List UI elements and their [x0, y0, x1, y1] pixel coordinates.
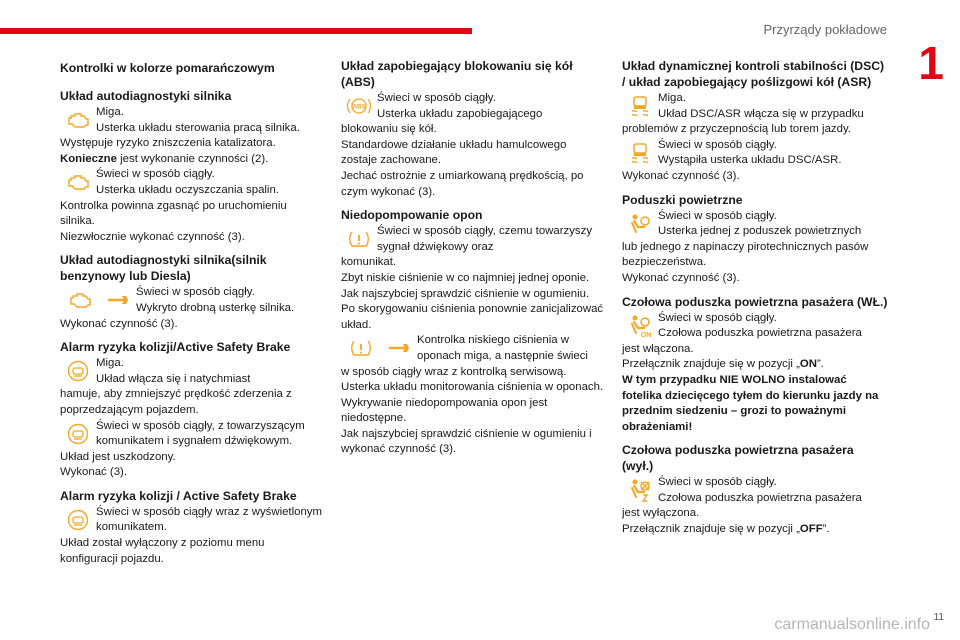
obd-steady-entry	[60, 167, 322, 198]
collision-alert-icon	[60, 505, 96, 535]
asb2-title: Alarm ryzyka kolizji / Active Safety Brake	[60, 488, 297, 503]
on-follow-2	[622, 357, 888, 373]
abs-title: Układ zapobiegający blokowaniu się kół (ABS)	[341, 59, 573, 89]
obd1-follow-1: Występuje ryzyko zniszczenia katalizatora.	[60, 137, 276, 150]
page-number: 11	[933, 612, 944, 623]
dsc-entry	[622, 91, 888, 122]
tpms-follow-1: komunikat.	[341, 256, 397, 269]
airbag-icon	[622, 209, 658, 239]
engine-icon	[68, 292, 92, 308]
diesel-line-2: Wykryto drobną usterkę silnika.	[136, 301, 295, 314]
asb1-line-1: Miga.	[96, 357, 124, 370]
tpms-line-1: Świeci w sposób ciągły, czemu towarzyszy sygnał dźwiękowy oraz	[377, 225, 593, 253]
off-follow-2-a: Przełącznik znajduje się w pozycji „	[622, 523, 800, 536]
dsc2-line-2: Wystąpiła usterka układu DSC/ASR.	[658, 154, 842, 167]
tpms-title: Niedopompowanie opon	[341, 208, 483, 223]
off-follow-2-b: OFF	[799, 523, 823, 536]
obd1-follow-2-text: jest wykonanie czynności (2).	[116, 152, 269, 165]
column-2	[341, 58, 604, 458]
obd-title: Układ autodiagnostyki silnika	[60, 89, 232, 103]
off-line-2: Czołowa poduszka powietrzna pasażera	[658, 491, 862, 504]
on-follow-2-b: ON	[799, 358, 817, 371]
off-follow-1: jest wyłączona.	[622, 507, 700, 520]
airbag-title: Poduszki powietrzne	[622, 192, 743, 207]
abs-follow-3: Jechać ostrożnie z umiarkowaną prędkością, po czym wykonać (3).	[341, 169, 584, 198]
obd1-line-1: Miga.	[96, 106, 124, 118]
dsc-line-2: Układ DSC/ASR włącza się w przypadku	[658, 107, 864, 120]
tpms-follow-3: Jak najszybciej sprawdzić ciśnienie w ogumieniu.	[341, 287, 590, 300]
collision-alert-icon	[60, 356, 96, 386]
abs-follow-1: blokowaniu się kół.	[341, 123, 437, 136]
skidding-car-icon	[622, 138, 658, 168]
asb1b-entry	[60, 419, 322, 450]
obd1-follow-2	[60, 152, 322, 168]
skidding-car-icon	[622, 91, 658, 121]
dsc2-entry	[622, 138, 888, 169]
tyre-pressure-icon	[341, 224, 377, 254]
off-follow-2	[622, 522, 888, 538]
column-1	[60, 58, 322, 567]
tpms2-follow-2: Usterka układu monitorowania ciśnienia w oponach.	[341, 381, 604, 394]
tpms2-follow-1: w sposób ciągły wraz z kontrolką serwisową.	[341, 365, 567, 378]
tpms-follow-4: Po skorygowaniu ciśnienia ponownie zanicjalizować układ.	[341, 303, 604, 331]
passenger-airbag-off-icon	[622, 475, 658, 505]
asb1-follow-1: hamuje, aby zmniejszyć prędkość zderzenia z poprzedzającym pojazdem.	[60, 388, 292, 416]
collision-alert-icon	[60, 419, 96, 449]
asb2-line-1: Świeci w sposób ciągły wraz z wyświetlonym komunikatem.	[96, 505, 322, 534]
obd2-follow-1: Kontrolka powinna zgasnąć po uruchomieniu silnika.	[60, 199, 287, 228]
on-line-1: Świeci w sposób ciągły.	[658, 311, 777, 324]
on-follow-2-c: ”.	[816, 358, 824, 371]
abs-line-1: Świeci w sposób ciągły.	[377, 92, 496, 104]
obd1-bold: Konieczne	[60, 152, 117, 165]
asb2-entry	[60, 505, 322, 536]
on-follow-1: jest włączona.	[622, 342, 694, 355]
on-follow-2-a: Przełącznik znajduje się w pozycji „	[622, 358, 800, 371]
tpms2-line-1: Kontrolka niskiego ciśnienia w oponach miga, a następnie świeci	[417, 334, 588, 362]
obd1-line-2: Usterka układu sterowania pracą silnika.	[96, 121, 300, 134]
airbag-line-2: Usterka jednej z poduszek powietrznych	[658, 225, 862, 238]
abs-entry	[341, 91, 604, 122]
passenger-airbag-on-title: Czołowa poduszka powietrzna pasażera (WŁ.)	[622, 294, 888, 309]
watermark: carmanualsonline.info	[774, 616, 930, 633]
obd2-line-2: Usterka układu oczyszczania spalin.	[96, 183, 279, 196]
diesel-entry	[60, 285, 322, 316]
tyre-pressure-icon	[349, 338, 373, 358]
passenger-airbag-off-entry	[622, 475, 888, 506]
tpms2-follow-3: Wykrywanie niedopompowania opon jest niedostępne.	[341, 396, 548, 425]
obd2-line-1: Świeci w sposób ciągły.	[96, 168, 215, 181]
diesel-follow-1: Wykonać czynność (3).	[60, 317, 178, 330]
dsc2-follow-1: Wykonać czynność (3).	[622, 169, 740, 182]
airbag-line-1: Świeci w sposób ciągły.	[658, 209, 777, 222]
airbag-follow-2: Wykonać czynność (3).	[622, 271, 740, 284]
tpms-entry	[341, 224, 604, 255]
tpms-follow-2: Zbyt niskie ciśnienie w co najmniej jednej oponie.	[341, 271, 590, 284]
diesel-line-1: Świeci w sposób ciągły.	[136, 286, 255, 299]
asb1b-follow-2: Wykonać (3).	[60, 466, 127, 479]
passenger-airbag-on-icon	[622, 311, 658, 341]
dsc2-line-1: Świeci w sposób ciągły.	[658, 138, 777, 151]
diesel-title: Układ autodiagnostyki silnika(silnik benzynowy lub Diesla)	[60, 253, 267, 284]
svg-text:ON: ON	[640, 331, 652, 338]
obd-flashing-entry	[60, 105, 322, 136]
passenger-airbag-on-entry	[622, 311, 888, 342]
airbag-entry	[622, 209, 888, 240]
wrench-icon	[388, 342, 410, 354]
asb1b-line-1: Świeci w sposób ciągły, z towarzyszącym komunikatem i sygnałem dźwiękowym.	[96, 419, 305, 448]
dsc-title: Układ dynamicznej kontroli stabilności (DSC) / układ zapobiegający poślizgowi kół (ASR)	[622, 59, 885, 89]
engine-warning-icon	[60, 105, 96, 135]
on-line-2: Czołowa poduszka powietrzna pasażera	[658, 327, 862, 340]
dsc-line-1: Miga.	[658, 92, 686, 104]
wrench-icon	[107, 294, 129, 306]
tpms2-follow-4: Jak najszybciej sprawdzić ciśnienie w ogumieniu i wykonać czynność (3).	[341, 427, 592, 456]
section-title: Kontrolki w kolorze pomarańczowym	[60, 61, 275, 75]
obd2-follow-2: Niezwłocznie wykonać czynność (3).	[60, 230, 245, 243]
asb1b-follow-1: Układ jest uszkodzony.	[60, 450, 176, 463]
abs-line-2: Usterka układu zapobiegającego	[377, 107, 543, 120]
asb1-line-2: Układ włącza się i natychmiast	[96, 372, 251, 385]
dsc-follow-1: problemów z przyczepnością lub torem jazdy.	[622, 123, 851, 136]
airbag-follow-1: lub jednego z napinaczy pirotechnicznych pasów bezpieczeństwa.	[622, 240, 869, 269]
off-follow-2-c: ”.	[822, 523, 830, 536]
engine-warning-icon	[60, 167, 96, 197]
asb1-entry	[60, 356, 322, 387]
svg-text:ABS: ABS	[352, 104, 366, 111]
abs-icon	[341, 91, 377, 121]
page-header-title: Przyrządy pokładowe	[763, 22, 887, 37]
off-line-1: Świeci w sposób ciągły.	[658, 476, 777, 489]
engine-and-wrench-icons	[60, 285, 136, 315]
chapter-number: 1	[918, 37, 944, 89]
abs-follow-2: Standardowe działanie układu hamulcowego zostaje zachowane.	[341, 138, 567, 167]
on-warning: W tym przypadku NIE WOLNO instalować fotelika dziecięcego tyłem do kierunku jazdy na przednim siedzeniu – grozi to poważnymi obrażeniami!	[622, 373, 879, 433]
asb2-follow-1: Układ został wyłączony z poziomu menu konfiguracji pojazdu.	[60, 537, 265, 565]
asb1-title: Alarm ryzyka kolizji/Active Safety Brake	[60, 340, 291, 355]
passenger-airbag-off-title: Czołowa poduszka powietrzna pasażera (wył.)	[622, 443, 854, 474]
tpms2-entry	[341, 333, 604, 364]
column-3	[622, 58, 888, 538]
top-accent-bar	[0, 28, 472, 34]
tyre-and-wrench-icons	[341, 333, 417, 363]
